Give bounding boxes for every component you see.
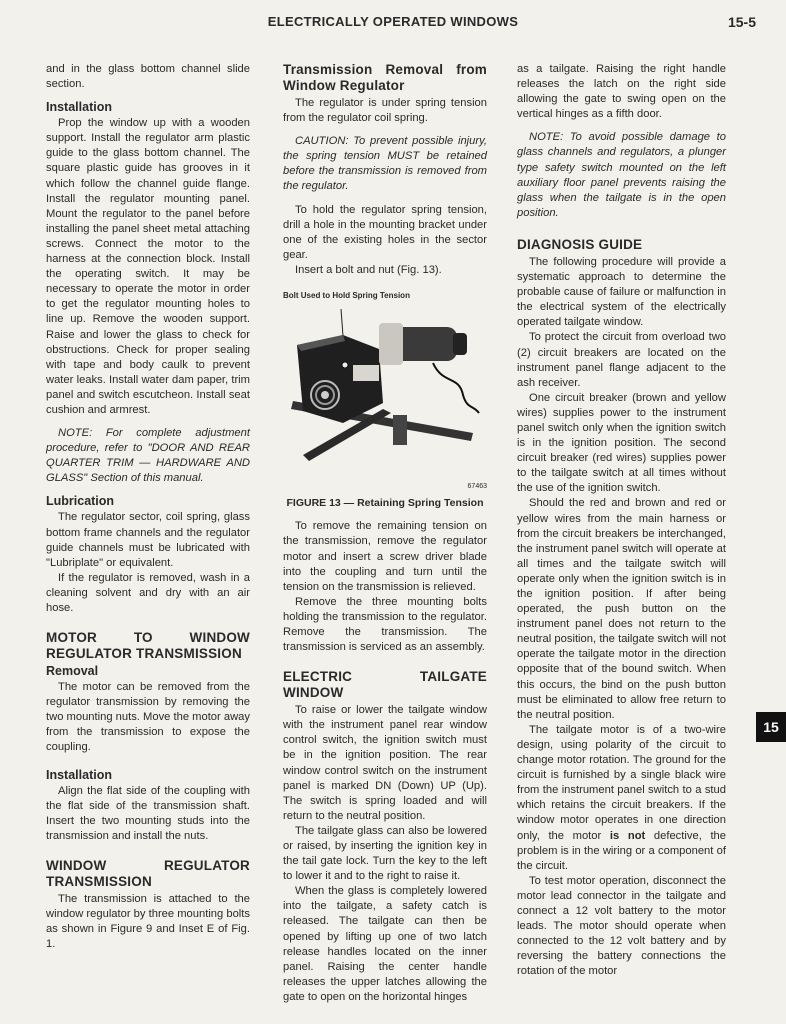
heading-motor-transmission: MOTOR TO WINDOW REGULATOR TRANSMISSION (46, 630, 250, 662)
paragraph: as a tailgate. Raising the right handle releases the latch on the right side allowing the gate to swing open on the vertical hinges as a fifth door. (517, 63, 726, 121)
paragraph: One circuit breaker (brown and yellow wires) supplies power to the instrument panel switch only when the ignition switch is in the ignition position. The second circuit breaker (red wires) supplies power to the tailgate switch at all times without the use of the ignition switch. (517, 391, 726, 495)
caution: CAUTION: To prevent possible injury, the spring tension MUST be retained before the transmission is removed from the regulator. (283, 135, 487, 193)
paragraph: When the glass is completely lowered into the tailgate, a safety catch is released. The tailgate can then be opened by lifting up one of two latch release handles located on the inner panel. Raising the center handle releases the upper latches allowing the gate to open on the horizontal hinges (283, 885, 487, 1003)
paragraph: To hold the regulator spring tension, drill a hole in the mounting bracket under one of the existing holes in the sector gear. (283, 203, 487, 261)
figure-number: 67463 (467, 483, 487, 491)
paragraph: The following procedure will provide a systematic approach to determine the probable cause of failure or malfunction in the electrical system of the electrically operated tailgate window. (517, 255, 726, 329)
paragraph: To protect the circuit from overload two (2) circuit breakers are located on the instrument panel flange adjacent to the ash receiver. (517, 331, 726, 389)
paragraph: The motor can be removed from the regulator transmission by removing the two mounting nuts. Move the motor away from the transmission to expose the coupling. (46, 681, 250, 754)
paragraph: To raise or lower the tailgate window with the instrument panel rear window control switch, the ignition switch must be in the ignition position. The rear window control switch on the instrument panel is marked DN (Down) UP (Up). The switch is spring loaded and will return to the neutral position. (283, 704, 487, 822)
heading-electric-tailgate-window: ELECTRIC TAILGATE WINDOW (283, 669, 487, 701)
text-run: The tailgate motor is of a two-wire design, using polarity of the circuit to change motor rotation. The ground for the circuit is furnished by a single black wire from the instrument panel switch to a stud which retains the circuit breakers. If the window motor operates in one direction only, the motor (517, 723, 726, 842)
paragraph: Align the flat side of the coupling with the flat side of the transmission shaft. Insert the two mounting studs into the transmission and install the nuts. (46, 784, 250, 842)
column-3 (517, 62, 726, 979)
column-2 (283, 62, 487, 1005)
heading-removal: Removal (46, 664, 99, 679)
paragraph: If the regulator is removed, wash in a cleaning solvent and dry with an air hose. (46, 571, 250, 614)
paragraph: Prop the window up with a wooden support. Install the regulator arm plastic guide to the glass bottom channel. The square plastic guide has grooves in it which follow the channel guide flange. Install the regulator mounting panel. Mount the regulator to the panel before installing the panel sheet metal attaching screws. Connect the motor to the harness at the connection block. Install the operating switch. It may be necessary to operate the motor in order to get the regulator mounting holes to line up. Remove the wooden support. Raise and lower the glass to check for obstructions. Check for proper sealing with tape and body caulk to prevent water leaks. Install water dam paper, trim panel and switch escutcheon. Install seat cushion and armrest. (46, 117, 250, 416)
paragraph: The regulator is under spring tension from the regulator coil spring. (283, 97, 487, 125)
heading-transmission-removal: Transmission Removal from Window Regulator (283, 62, 487, 93)
regulator-photo (283, 305, 487, 481)
paragraph: Insert a bolt and nut (Fig. 13). (295, 263, 442, 276)
figure-caption: FIGURE 13 — Retaining Spring Tension (286, 497, 484, 510)
paragraph: To test motor operation, disconnect the motor lead connector in the tailgate and connect a 12 volt battery to the motor leads. The motor should operate when connected to the 12 volt battery and by reversing the battery connections the rotation of the motor (517, 874, 726, 978)
page-header (0, 12, 786, 34)
emphasis: is not (609, 829, 646, 842)
text-run: defective, the problem is in the wiring or a component of the circuit. (517, 829, 726, 872)
running-title: ELECTRICALLY OPERATED WINDOWS (267, 14, 519, 29)
paragraph: and in the glass bottom channel slide section. (46, 63, 250, 91)
heading-lubrication: Lubrication (46, 494, 115, 509)
paragraph: The transmission is attached to the window regulator by three mounting bolts as shown in Figure 9 and Inset E of Fig. 1. (46, 892, 250, 951)
paragraph: The regulator sector, coil spring, glass bottom frame channels and the regulator guide channels must be lubricated with "Lubriplate" or equivalent. (46, 511, 250, 569)
figure-callout: Bolt Used to Hold Spring Tension (283, 291, 410, 301)
heading-installation: Installation (46, 100, 112, 115)
paragraph: Remove the three mounting bolts holding the transmission to the regulator. Remove the transmission. The transmission is serviced as an assembly. (283, 595, 487, 654)
heading-diagnosis-guide: DIAGNOSIS GUIDE (517, 236, 643, 252)
section-tab: 15 (756, 712, 786, 742)
paragraph: The tailgate glass can also be lowered or raised, by inserting the ignition key in the tail gate lock. Turn the key to the left to lower it and to the right to raise it. (283, 824, 487, 883)
note: NOTE: For complete adjustment procedure, refer to "DOOR AND REAR QUARTER TRIM — HARDWARE AND GLASS" Section of this manual. (46, 427, 250, 485)
paragraph (517, 723, 726, 874)
regulator-illustration (283, 305, 487, 481)
paragraph: To remove the remaining tension on the transmission, remove the regulator motor and insert a screw driver blade into the coupling and turn until the tension on the transmission is relieved. (283, 520, 487, 593)
page-number: 15-5 (727, 14, 756, 30)
figure-13 (283, 288, 487, 511)
note: NOTE: To avoid possible damage to glass channels and regulators, a plunger type safety switch mounted on the left auxiliary floor panel prevents raising the glass when the tailgate is in the open position. (517, 131, 726, 219)
heading-window-regulator-transmission: WINDOW REGULATOR TRANSMISSION (46, 857, 250, 889)
paragraph: Should the red and brown and red or yellow wires from the main harness or from the circuit breakers be interchanged, the instrument panel switch will operate at all times and the tailgate switch will operate only when the ignition switch is in the ignition position. If after being operated, the push button on the instrument panel does not return to the neutral position, the tailgate switch will not operate the tailgate motor in the direction opposite that of the bound switch. When this occurs, the bind on the push button must be eliminated to allow free return to the neutral position. (517, 497, 726, 721)
heading-installation-2: Installation (46, 767, 112, 782)
column-1 (46, 62, 250, 952)
